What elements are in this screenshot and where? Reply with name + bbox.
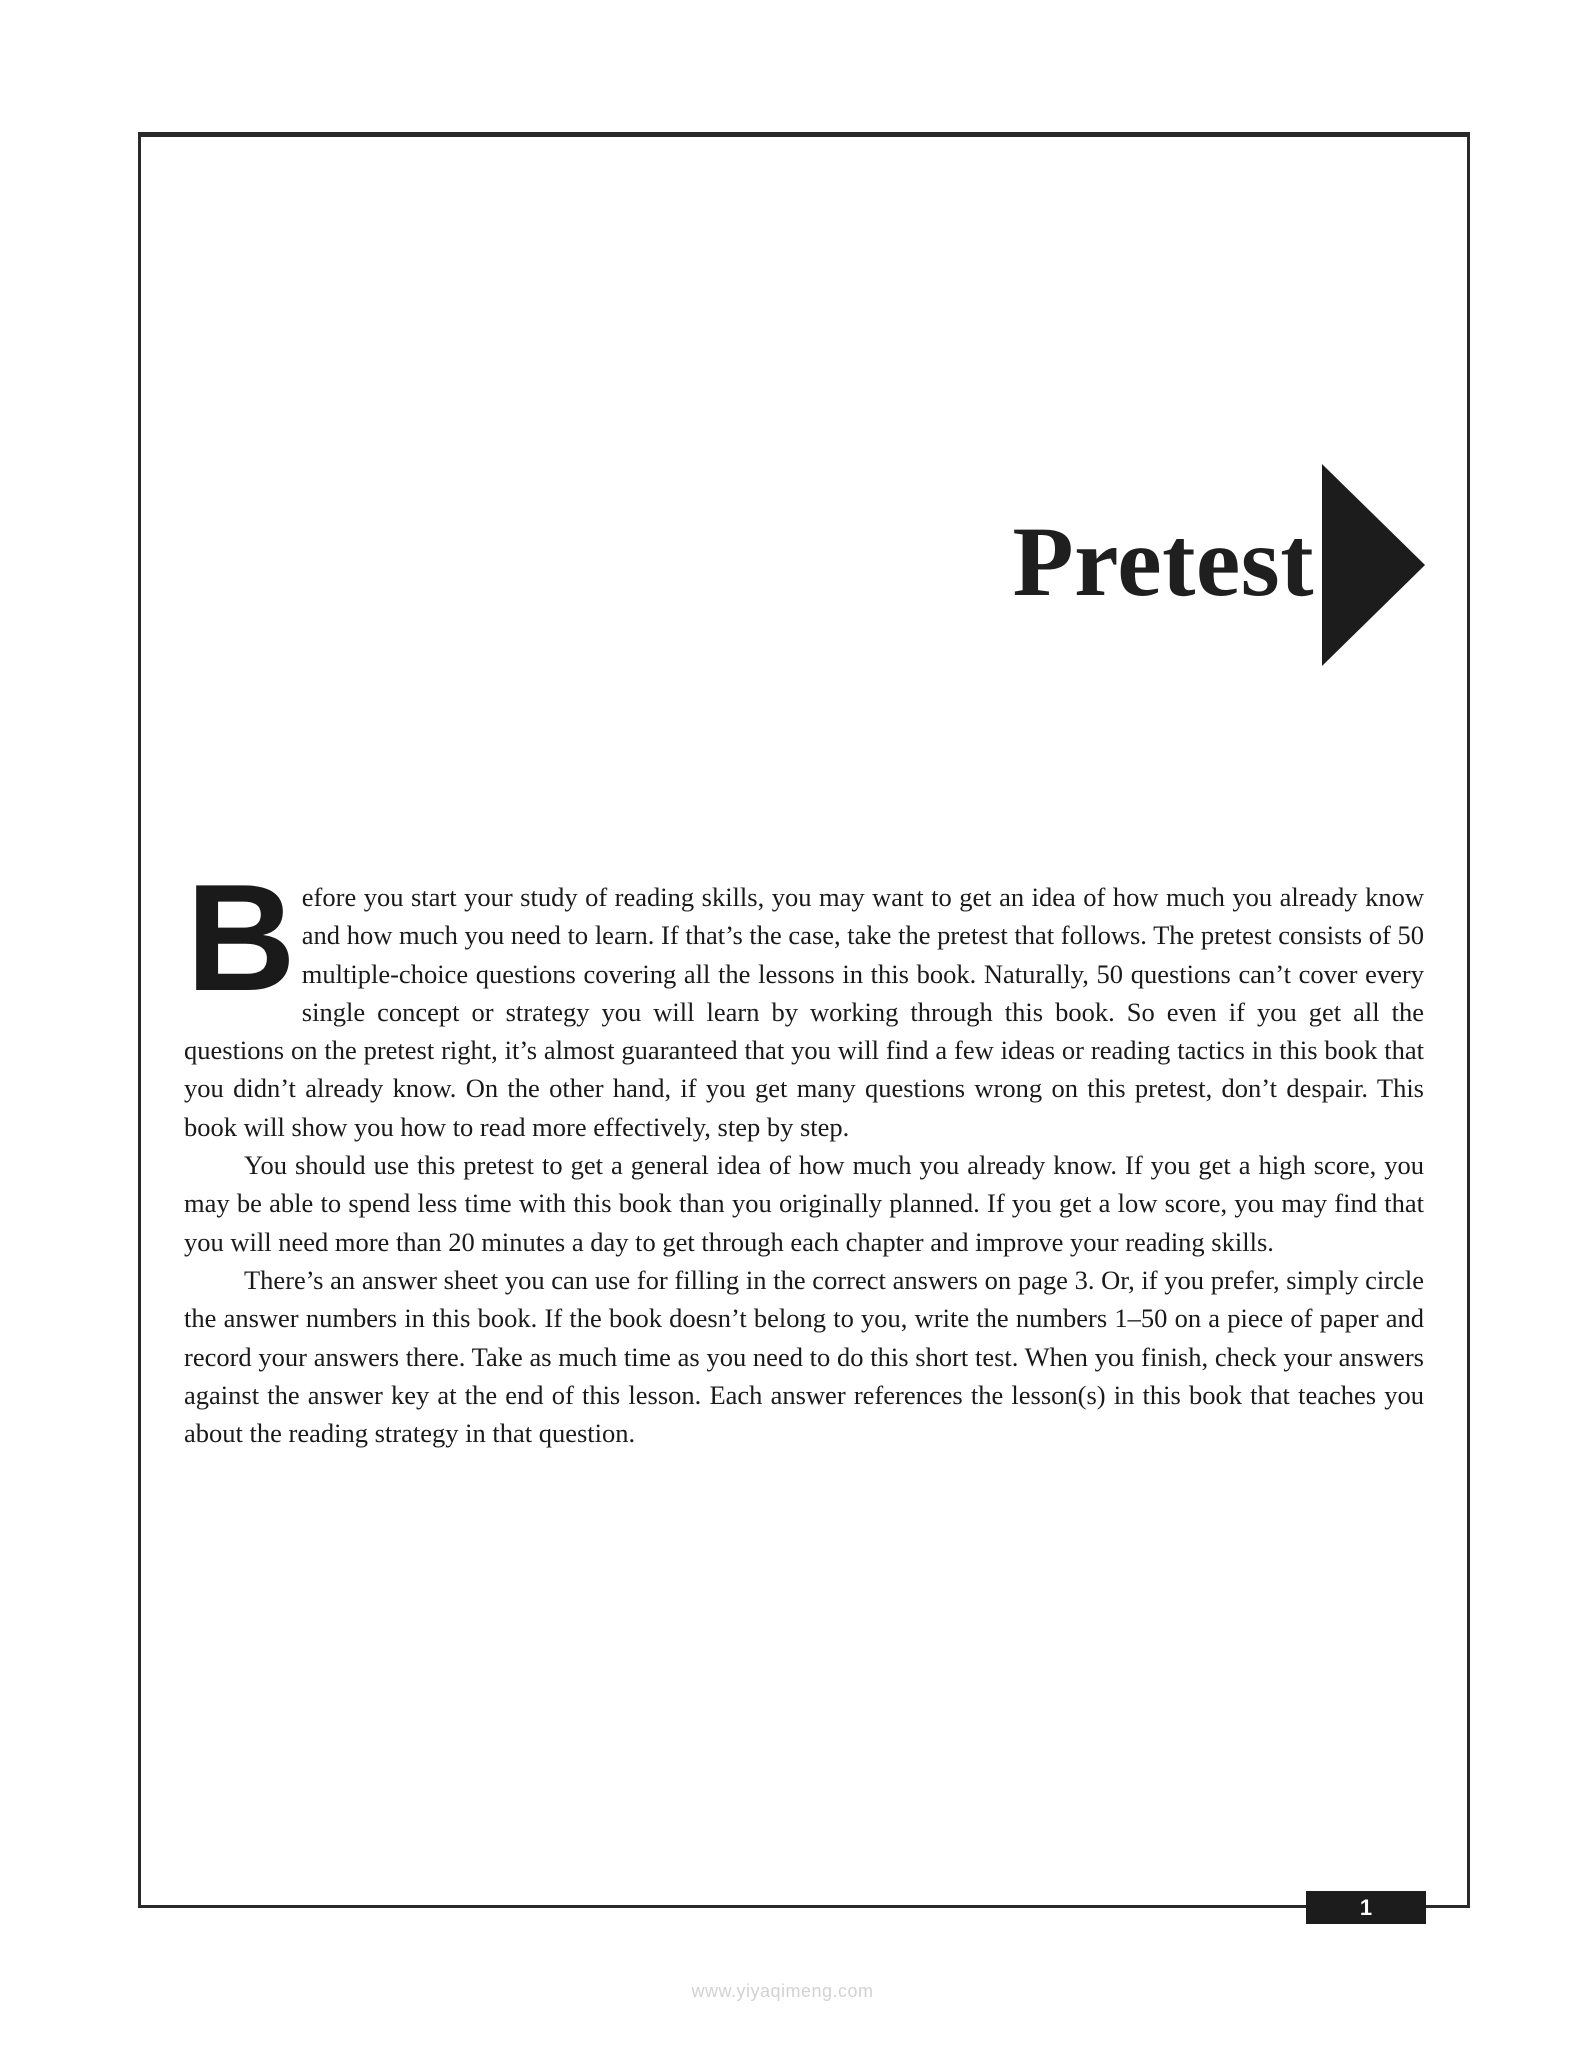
- watermark: www.yiyaqimeng.com: [691, 1981, 874, 2001]
- paragraph-intro: [184, 853, 1424, 1146]
- play-triangle-icon: [1322, 464, 1425, 666]
- paragraph-intro-text: efore you start your study of reading skills, you may want to get an idea of how much you already know and how much you need to learn. If that’s the case, take the pretest that follows. The pretest consists of 50 multiple-choice questions covering all the lessons in this book. Naturally, 50 questions can’t cover every single concept or strategy you will learn by working through this book. So even if you get all the questions on the pretest right, it’s almost guaranteed that you will find a few ideas or reading tactics in this book that you didn’t already know. On the other hand, if you get many questions wrong on this pretest, don’t despair. This book will show you how to read more effectively, step by step.: [184, 882, 1424, 1142]
- drop-cap: B: [186, 853, 296, 1023]
- page-number: 1: [1306, 1891, 1426, 1924]
- chapter-title: Pretest: [1012, 506, 1314, 617]
- paragraph-answer-sheet: There’s an answer sheet you can use for filling in the correct answers on page 3. Or, if you prefer, simply circle the answer numbers in this book. If the book doesn’t belong to you, write the numbers 1–50 on a piece of paper and record your answers there. Take as much time as you need to do this short test. When you finish, check your answers against the answer key at the end of this lesson. Each answer references the lesson(s) in this book that teaches you about the reading strategy in that question.: [184, 1264, 1424, 1449]
- paragraph-usage: You should use this pretest to get a general idea of how much you already know. If you get a high score, you may be able to spend less time with this book than you originally planned. If you get a low score, you may find that you will need more than 20 minutes a day to get through each chapter and improve your reading skills.: [184, 1150, 1424, 1257]
- body-text: [184, 853, 1424, 1452]
